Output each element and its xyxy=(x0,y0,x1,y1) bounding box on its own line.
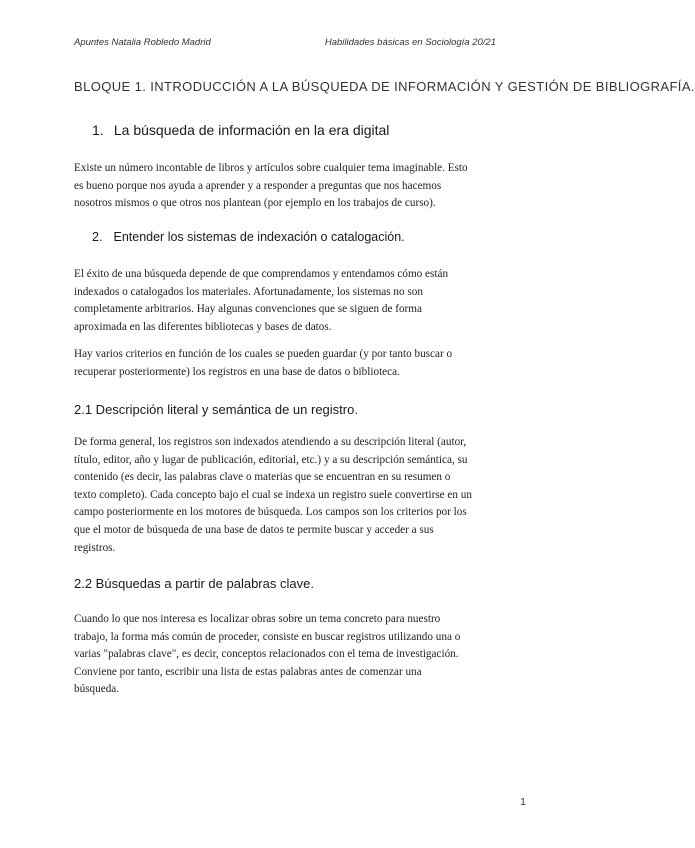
paragraph-line: completamente arbitrarios. Hay algunas convenciones que se siguen de forma xyxy=(74,303,422,316)
header-course: Habilidades básicas en Sociología 20/21 xyxy=(324,37,496,48)
paragraph-line: Hay varios criterios en función de los cuales se pueden guardar (y por tanto buscar o xyxy=(74,348,453,360)
section-1-number: 1. xyxy=(92,122,104,138)
section-2-2-heading: 2.2 Búsquedas a partir de palabras clave. xyxy=(74,576,314,591)
paragraph-line: Cuando lo que nos interesa es localizar obras sobre un tema concreto para nuestro xyxy=(74,613,441,625)
paragraph-line: Existe un número incontable de libros y artículos sobre cualquier tema imaginable. Esto xyxy=(74,162,468,174)
section-2-number: 2. xyxy=(92,230,103,244)
page-number: 1 xyxy=(520,796,526,808)
section-2-2-paragraph xyxy=(74,611,530,699)
paragraph-line: campo posteriormente en los motores de búsqueda. Los campos son los criterios por los xyxy=(74,506,467,519)
paragraph-line: varias "palabras clave", es decir, conceptos relacionados con el tema de investigación. xyxy=(74,648,459,661)
paragraph-line: De forma general, los registros son indexados atendiendo a su descripción literal (autor, xyxy=(74,436,467,448)
section-2-1-paragraph xyxy=(74,434,530,557)
paragraph-line: Conviene por tanto, escribir una lista de estas palabras antes de comenzar una xyxy=(74,665,422,678)
paragraph-line: búsqueda. xyxy=(74,683,120,696)
section-2-paragraph-2 xyxy=(74,346,530,381)
section-1-paragraph xyxy=(74,160,530,213)
paragraph-line: recuperar posteriormente) los registros en una base de datos o biblioteca. xyxy=(74,365,400,378)
section-1-heading xyxy=(92,122,389,138)
section-1-title: La búsqueda de información en la era digital xyxy=(113,122,390,138)
section-2-heading xyxy=(92,230,405,244)
paragraph-line: trabajo, la forma más común de proceder, consiste en buscar registros utilizando una o xyxy=(74,630,461,643)
paragraph-line: El éxito de una búsqueda depende de que comprendamos y entendamos cómo están xyxy=(74,268,449,280)
paragraph-line: nosotros mismos o que otros nos plantean (por ejemplo en los trabajos de curso). xyxy=(74,197,436,210)
paragraph-line: que el motor de búsqueda de una base de datos te permite buscar y acceder a sus xyxy=(74,523,434,536)
paragraph-line: es bueno porque nos ayuda a aprender y a responder a preguntas que nos hacemos xyxy=(74,179,442,192)
section-2-paragraph-1 xyxy=(74,266,530,336)
page-header xyxy=(74,37,526,48)
block-title: BLOQUE 1. INTRODUCCIÓN A LA BÚSQUEDA DE INFORMACIÓN Y GESTIÓN DE BIBLIOGRAFÍA. xyxy=(74,79,695,94)
paragraph-line: aproximada en las diferentes bibliotecas y bases de datos. xyxy=(74,320,332,333)
paragraph-line: contenido (es decir, las palabras clave o materias que se encuentran en su resumen o xyxy=(74,471,451,484)
paragraph-line: indexados o catalogados los materiales. Afortunadamente, los sistemas no son xyxy=(74,285,423,298)
paragraph-line: título, editor, año y lugar de publicación, editorial, etc.) y a su descripción semántica, su xyxy=(74,453,468,466)
section-2-title: Entender los sistemas de indexación o catalogación. xyxy=(113,230,405,244)
paragraph-line: registros. xyxy=(74,541,116,554)
paragraph-line: texto completo). Cada concepto bajo el cual se indexa un registro suele convertirse en un xyxy=(74,488,472,501)
header-author: Apuntes Natalia Robledo Madrid xyxy=(74,37,211,48)
section-2-1-heading: 2.1 Descripción literal y semántica de un registro. xyxy=(74,402,358,417)
